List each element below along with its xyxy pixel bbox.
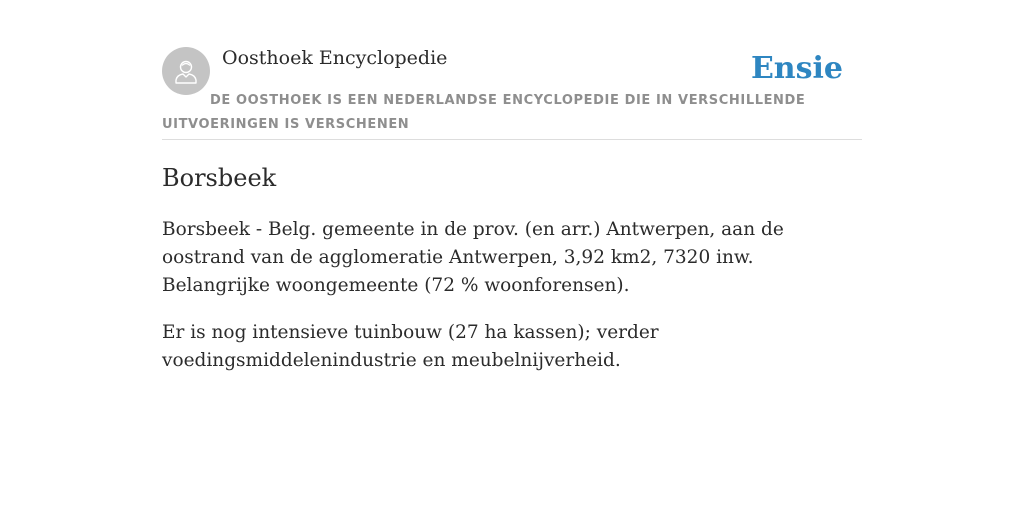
brand-logo[interactable]: Ensie <box>750 51 843 86</box>
source-description: DE OOSTHOEK IS EEN NEDERLANDSE ENCYCLOPEDIE DIE IN VERSCHILLENDE UITVOERINGEN IS VERSCHENEN <box>162 93 806 132</box>
article-paragraph: Er is nog intensieve tuinbouw (27 ha kassen); verder voedingsmiddelenindustrie en meubelnijverheid. <box>162 322 659 371</box>
page-container <box>162 0 862 371</box>
article-paragraph: Borsbeek - Belg. gemeente in de prov. (en arr.) Antwerpen, aan de oostrand van de agglomeratie Antwerpen, 3,92 km2, 7320 inw. Belangrijke woongemeente (72 % woonforensen). <box>162 219 784 296</box>
user-icon <box>171 56 201 86</box>
source-header <box>162 0 862 140</box>
avatar[interactable] <box>162 47 210 95</box>
article-title: Borsbeek <box>162 164 277 192</box>
source-name[interactable]: Oosthoek Encyclopedie <box>222 47 448 69</box>
article-body <box>162 216 862 394</box>
